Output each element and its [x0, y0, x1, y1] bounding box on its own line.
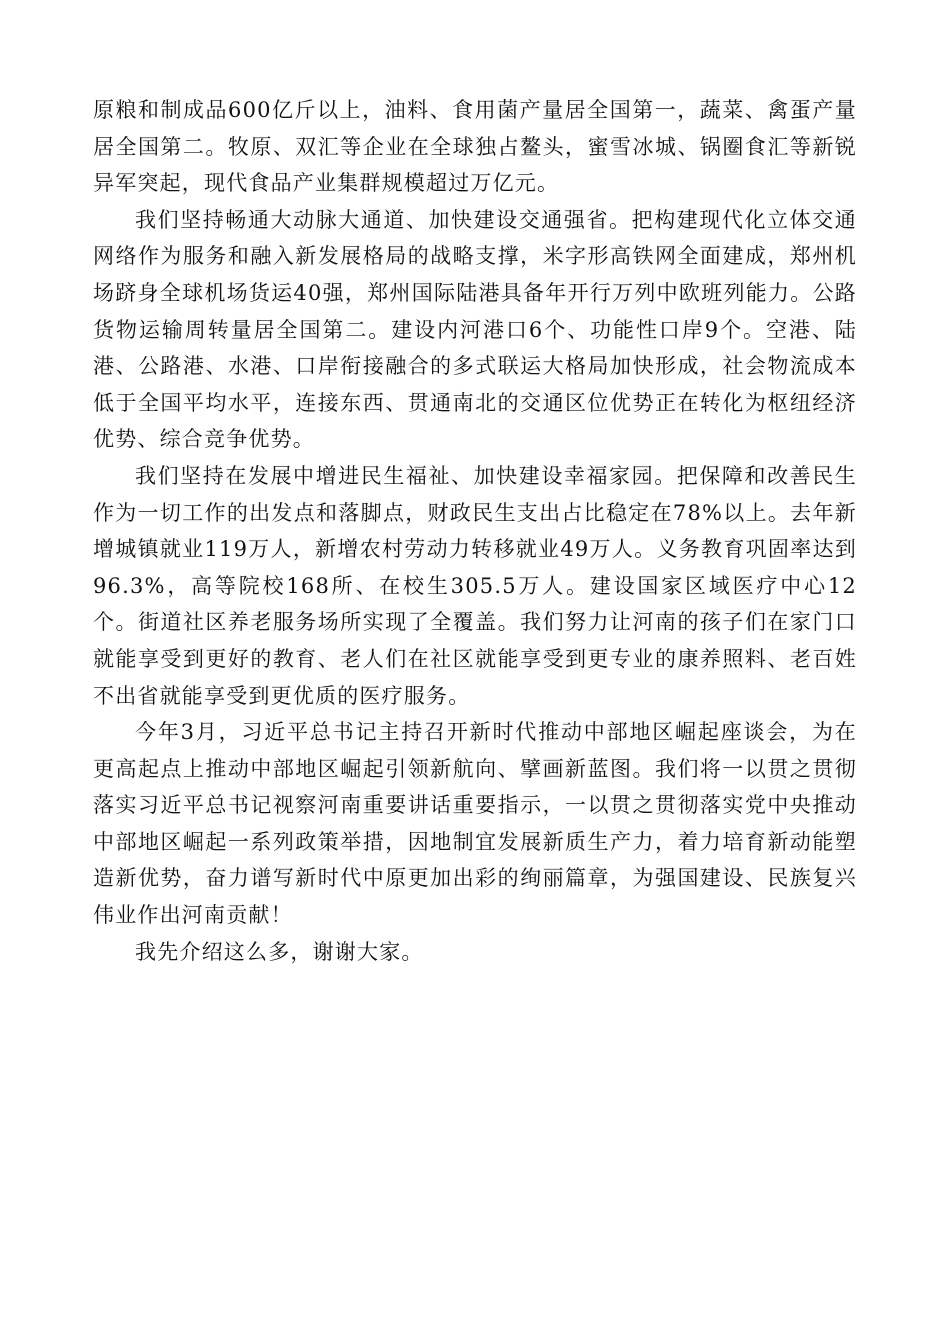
paragraph-food-industry: 原粮和制成品600亿斤以上，油料、食用菌产量居全国第一，蔬菜、禽蛋产量居全国第二。牧原、双汇等企业在全球独占鳌头，蜜雪冰城、锅圈食汇等新锐异军突起，现代食品产业集群规模超过万亿元。: [93, 98, 857, 196]
paragraph-transportation: 我们坚持畅通大动脉大通道、加快建设交通强省。把构建现代化立体交通网络作为服务和融入新发展格局的战略支撑，米字形高铁网全面建成，郑州机场跻身全球机场货运40强，郑州国际陆港具备年开行万列中欧班列能力。公路货物运输周转量居全国第二。建设内河港口6个、功能性口岸9个。空港、陆港、公路港、水港、口岸衔接融合的多式联运大格局加快形成，社会物流成本低于全国平均水平，连接东西、贯通南北的交通区位优势正在转化为枢纽经济优势、综合竞争优势。: [93, 207, 857, 452]
paragraph-livelihood: 我们坚持在发展中增进民生福祉、加快建设幸福家园。把保障和改善民生作为一切工作的出发点和落脚点，财政民生支出占比稳定在78%以上。去年新增城镇就业119万人，新增农村劳动力转移就业49万人。义务教育巩固率达到96.3%，高等院校168所、在校生305.5万人。建设国家区域医疗中心12个。街道社区养老服务场所实现了全覆盖。我们努力让河南的孩子们在家门口就能享受到更好的教育、老人们在社区就能享受到更专业的康养照料、老百姓不出省就能享受到更优质的医疗服务。: [93, 463, 857, 708]
paragraph-central-rise: 今年3月，习近平总书记主持召开新时代推动中部地区崛起座谈会，为在更高起点上推动中部地区崛起引领新航向、擘画新蓝图。我们将一以贯之贯彻落实习近平总书记视察河南重要讲话重要指示，一以贯之贯彻落实党中央推动中部地区崛起一系列政策举措，因地制宜发展新质生产力，着力培育新动能塑造新优势，奋力谱写新时代中原更加出彩的绚丽篇章，为强国建设、民族复兴伟业作出河南贡献！: [93, 720, 857, 928]
paragraph-closing: 我先介绍这么多，谢谢大家。: [135, 939, 424, 964]
document-body: [93, 92, 857, 970]
